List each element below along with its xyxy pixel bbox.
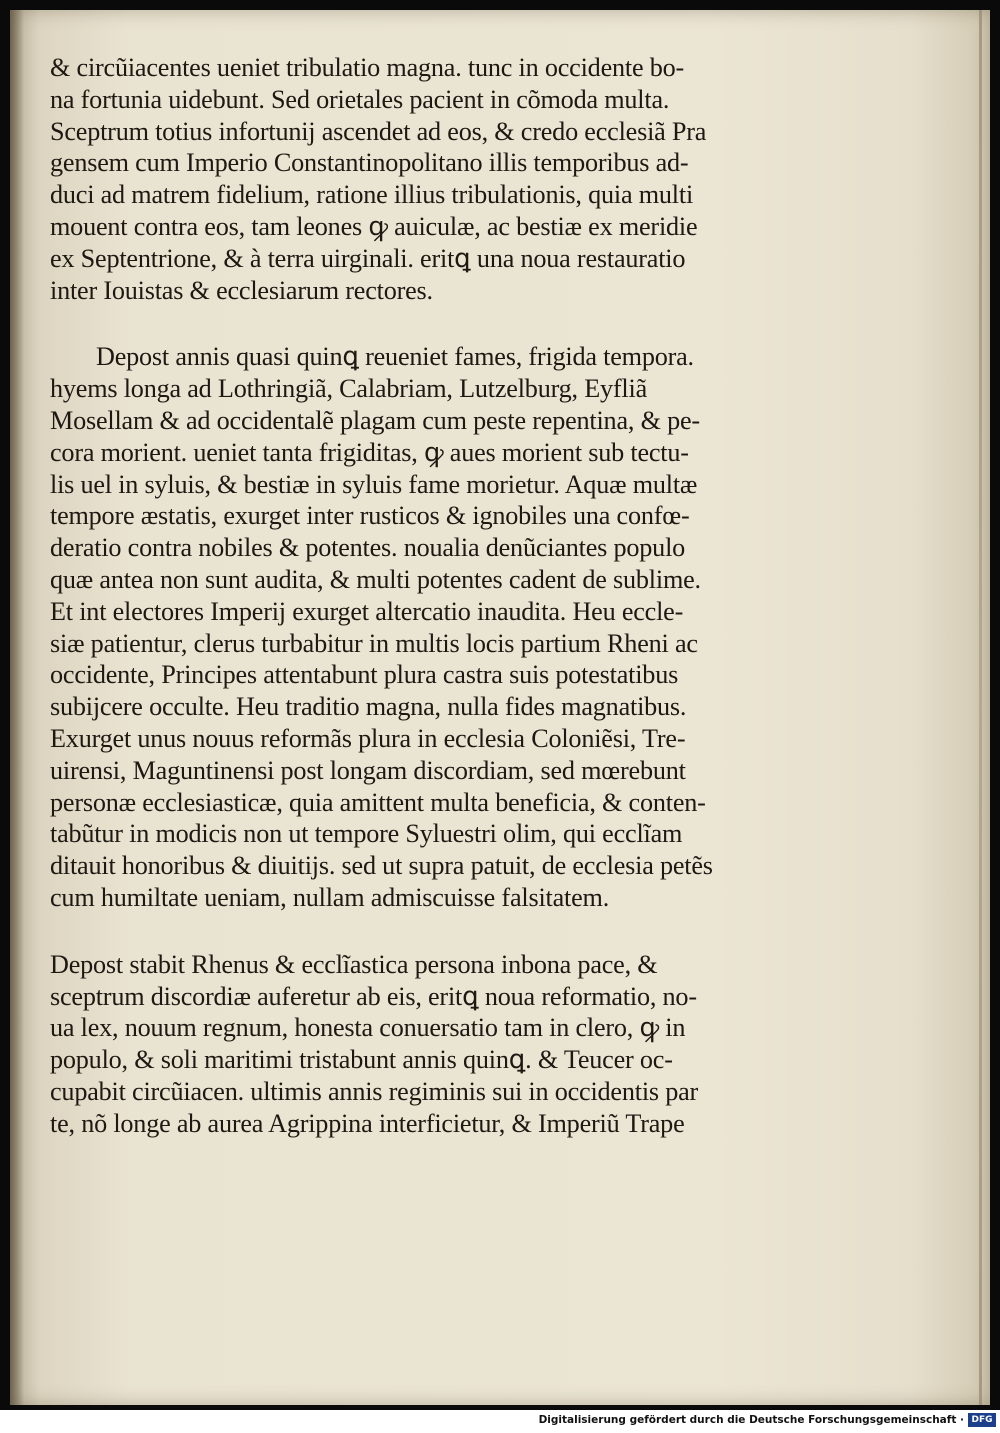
text-line: occidente, Principes attentabunt plura castra suis potestatibus — [50, 660, 679, 690]
text-line: Et int electores Imperij exurget altercatio inaudita. Heu eccle- — [50, 596, 684, 626]
page-edge — [979, 10, 982, 1405]
funding-credit: Digitalisierung gefördert durch die Deutsche Forschungsgemeinschaft · — [538, 1414, 964, 1426]
text-line: na fortunia uidebunt. Sed orietales pacient in cõmoda multa. — [50, 84, 670, 114]
text-line: personæ ecclesiasticæ, quia amittent multa beneficia, & conten- — [50, 787, 706, 817]
text-line: tabũtur in modicis non ut tempore Syluestri olim, qui ecclĩam — [50, 819, 683, 849]
book-page — [10, 10, 990, 1405]
text-line: populo, & soli maritimi tristabunt annis quinꝗ. & Teucer oc- — [50, 1045, 673, 1075]
text-line: ditauit honoribus & diuitijs. sed ut supra patuit, de ecclesia petẽs — [50, 851, 713, 881]
text-line: cora morient. ueniet tanta frigiditas, ꝙ aues morient sub tectu- — [50, 437, 689, 467]
text-line: gensem cum Imperio Constantinopolitano illis temporibus ad- — [50, 148, 689, 178]
text-line: cupabit circũiacen. ultimis annis regiminis sui in occidentis par — [50, 1076, 699, 1106]
text-line: cum humiltate ueniam, nullam admiscuisse falsitatem. — [50, 882, 610, 912]
text-line: mouent contra eos, tam leones ꝙ auiculæ, ac bestiæ ex meridie — [50, 211, 698, 241]
text-line: Depost stabit Rhenus & ecclĩastica persona inbona pace, & — [50, 949, 658, 979]
text-line: & circũiacentes ueniet tribulatio magna. tunc in occidente bo- — [50, 53, 685, 82]
text-line: sceptrum discordiæ auferetur ab eis, eritꝗ noua reformatio, no- — [50, 981, 697, 1011]
paragraph-3 — [50, 949, 810, 1140]
text-line: ua lex, nouum regnum, honesta conuersatio tam in clero, ꝙ in — [50, 1013, 686, 1043]
binding-shadow — [10, 10, 24, 1405]
paragraph-gap — [50, 306, 810, 341]
text-line: quæ antea non sunt audita, & multi potentes cadent de sublime. — [50, 564, 701, 594]
text-line: te, nõ longe ab aurea Agrippina interficietur, & Imperiũ Trape — [50, 1108, 685, 1138]
text-line: ex Septentrione, & à terra uirginali. eritꝗ una noua restauratio — [50, 243, 686, 273]
paragraph-1 — [50, 52, 810, 306]
digitization-footer — [0, 1410, 1000, 1433]
text-line: Mosellam & ad occidentalẽ plagam cum peste repentina, & pe- — [50, 405, 700, 435]
text-line: duci ad matrem fidelium, ratione illius tribulationis, quia multi — [50, 180, 694, 210]
text-line: tempore æstatis, exurget inter rusticos & ignobiles una confœ- — [50, 501, 690, 531]
text-line: subijcere occulte. Heu traditio magna, nulla fides magnatibus. — [50, 692, 687, 722]
text-block — [50, 52, 810, 1140]
text-line: siæ patientur, clerus turbabitur in multis locis partium Rheni ac — [50, 628, 698, 658]
text-line: inter Iouistas & ecclesiarum rectores. — [50, 275, 433, 305]
text-line: lis uel in syluis, & bestiæ in syluis fame morietur. Aquæ multæ — [50, 469, 698, 499]
text-line: Depost annis quasi quinꝗ reueniet fames, frigida tempora. — [96, 342, 694, 372]
text-line: hyems longa ad Lothringiã, Calabriam, Lutzelburg, Eyfliã — [50, 374, 648, 404]
paragraph-2 — [50, 341, 810, 913]
text-line: Exurget unus nouus reformãs plura in ecclesia Coloniẽsi, Tre- — [50, 723, 686, 753]
paragraph-gap — [50, 914, 810, 949]
text-line: uirensi, Maguntinensi post longam discordiam, sed mœrebunt — [50, 755, 686, 785]
text-line: Sceptrum totius infortunij ascendet ad eos, & credo ecclesiã Pra — [50, 116, 707, 146]
text-line: deratio contra nobiles & potentes. noualia denũciantes populo — [50, 533, 686, 563]
dfg-logo-icon: DFG — [968, 1413, 996, 1427]
